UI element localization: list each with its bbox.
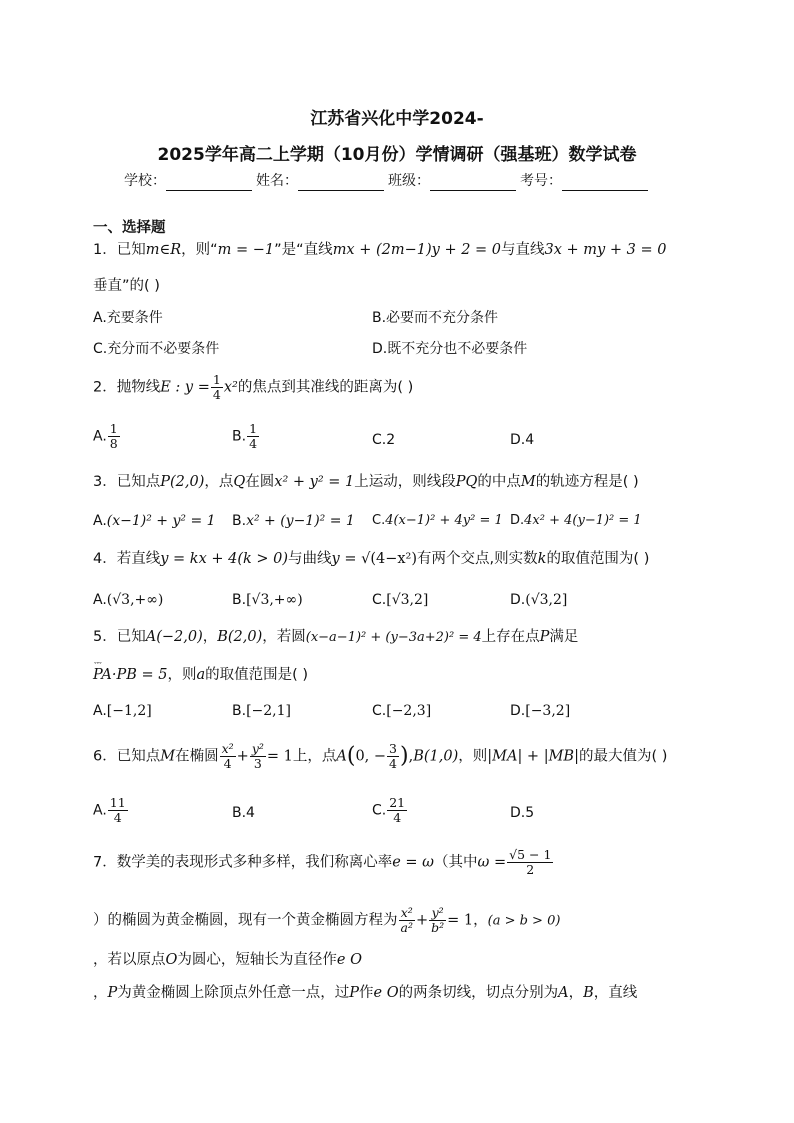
q-text: 的中点 xyxy=(477,474,521,490)
q-text: ， xyxy=(473,912,488,929)
question-6 xyxy=(93,742,667,771)
numerator: y² xyxy=(251,741,264,756)
denominator: 4 xyxy=(249,436,258,451)
numerator: y² xyxy=(429,906,446,921)
q-text: ，则 xyxy=(167,667,197,683)
numerator: 1 xyxy=(109,421,118,436)
fraction xyxy=(507,848,553,877)
field-school-blank[interactable] xyxy=(166,176,252,191)
field-id-blank[interactable] xyxy=(562,176,648,191)
q-text: 已知 xyxy=(116,629,146,645)
comma: , xyxy=(408,748,414,765)
fraction xyxy=(387,796,407,825)
q-text: 作 xyxy=(359,985,374,1001)
q4-option-c[interactable] xyxy=(372,590,428,610)
q-text: 的取值范围为( ) xyxy=(546,551,650,567)
option-label: B. xyxy=(232,703,247,719)
option-label: D. xyxy=(510,592,526,608)
math-expr: y = xyxy=(331,551,362,567)
math-expr: = 1 xyxy=(266,748,293,765)
math-expr: [√3,+∞) xyxy=(246,592,303,608)
q-text: 与直线 xyxy=(501,242,545,258)
exam-title-line1: 江苏省兴化中学2024- xyxy=(310,109,484,129)
numerator: 3 xyxy=(389,741,397,756)
q6-option-b[interactable]: B.4 xyxy=(232,805,255,821)
question-number: 1． xyxy=(93,242,117,258)
math-expr: 4(x−1)² + 4y² = 1 xyxy=(385,513,503,528)
math-expr: 0, − xyxy=(355,748,387,765)
numerator: 21 xyxy=(389,795,406,810)
q5-option-c[interactable] xyxy=(372,701,431,721)
q5-option-b[interactable] xyxy=(232,701,291,721)
math-expr: M xyxy=(160,748,176,765)
math-expr: x² + (y−1)² = 1 xyxy=(246,513,355,529)
question-1-line2: 垂直”的( ) xyxy=(93,278,160,294)
denominator: 3 xyxy=(253,756,262,771)
q-text: 的焦点到其准线的距离为( ) xyxy=(237,379,414,396)
math-expr: (√3,+∞) xyxy=(106,592,164,608)
denominator: 2 xyxy=(526,862,535,877)
info-fields xyxy=(124,171,652,191)
option-label: C. xyxy=(372,592,387,608)
question-number: 7． xyxy=(93,854,117,871)
denominator: 4 xyxy=(113,810,122,825)
denominator: 4 xyxy=(393,810,402,825)
math-expr: Q xyxy=(233,474,246,490)
option-label: A. xyxy=(93,703,107,719)
option-label: B. xyxy=(232,513,247,529)
math-expr: x² xyxy=(223,379,238,396)
q-text: 的最大值为( ) xyxy=(578,748,668,765)
math-expr: M xyxy=(520,474,536,490)
q-text: ，则“ xyxy=(181,242,218,258)
math-expr: (x−1)² + y² = 1 xyxy=(106,513,216,529)
q-text: 抛物线 xyxy=(116,379,161,396)
math-expr: P(2,0) xyxy=(160,474,205,490)
q2-option-b[interactable] xyxy=(232,422,260,451)
math-expr: O xyxy=(165,952,178,968)
math-expr: P xyxy=(539,629,550,645)
option-label: A. xyxy=(93,592,107,608)
numerator: 11 xyxy=(109,795,126,810)
denominator: 4 xyxy=(223,756,232,771)
fraction xyxy=(247,422,259,451)
field-name-blank[interactable] xyxy=(298,176,384,191)
math-expr: A xyxy=(336,748,347,765)
math-expr: [−2,1] xyxy=(246,703,291,719)
question-number: 6． xyxy=(93,748,117,765)
question-7 xyxy=(93,848,554,877)
q-text: 有两个交点,则实数 xyxy=(417,551,538,567)
q-text: 若直线 xyxy=(116,551,161,567)
field-class-label: 班级： xyxy=(388,173,430,189)
q-text: 在圆 xyxy=(245,474,275,490)
fraction xyxy=(108,796,128,825)
q-text: ， xyxy=(568,985,584,1001)
q-text: 在椭圆 xyxy=(175,748,219,765)
math-expr: E : y = xyxy=(160,379,210,396)
math-expr: 4x² + 4(y−1)² = 1 xyxy=(524,513,642,528)
question-5-line2 xyxy=(93,665,308,685)
math-expr: B xyxy=(583,985,594,1001)
q1-option-b[interactable]: B.必要而不充分条件 xyxy=(372,310,499,326)
option-label: A. xyxy=(93,802,107,819)
math-expr: ω = xyxy=(477,854,507,871)
q4-option-d[interactable] xyxy=(510,590,567,610)
q6-option-d[interactable]: D.5 xyxy=(510,805,535,821)
question-4 xyxy=(93,549,649,569)
math-expr: (a > b > 0) xyxy=(487,913,561,929)
sqrt-expr: √(4−x²) xyxy=(361,551,418,567)
math-expr: [−2,3] xyxy=(386,703,432,719)
question-5 xyxy=(93,627,578,648)
question-1 xyxy=(93,240,666,260)
option-label: B. xyxy=(232,428,247,445)
q-text: 已知点 xyxy=(116,748,161,765)
math-expr: k xyxy=(537,551,547,567)
numerator: √5 − 1 xyxy=(509,847,552,862)
q3-option-a[interactable] xyxy=(93,511,216,531)
option-label: D. xyxy=(510,703,526,719)
math-expr: (√3,2] xyxy=(525,592,568,608)
q-text: 满足 xyxy=(549,629,579,645)
q1-option-c[interactable]: C.充分而不必要条件 xyxy=(93,341,220,357)
paren-open: ( xyxy=(346,743,356,769)
q-text: ）的椭圆为黄金椭圆，现有一个黄金椭圆方程为 xyxy=(93,912,398,929)
math-expr: A xyxy=(558,985,569,1001)
field-class-blank[interactable] xyxy=(430,176,516,191)
q2-option-a[interactable] xyxy=(93,422,121,451)
q6-option-c[interactable] xyxy=(372,796,408,825)
q-text: ，点 xyxy=(204,474,234,490)
q4-option-b[interactable] xyxy=(232,590,303,610)
fraction xyxy=(108,422,120,451)
q5-option-a[interactable] xyxy=(93,701,152,721)
paren-close: ) xyxy=(400,743,409,769)
q4-option-a[interactable] xyxy=(93,590,163,610)
field-id-label: 考号： xyxy=(520,173,562,189)
option-label: C. xyxy=(372,802,387,819)
q3-option-c[interactable] xyxy=(372,511,503,531)
denominator: 4 xyxy=(389,756,397,771)
exam-title-line2: 2025学年高二上学期（10月份）学情调研（强基班）数学试卷 xyxy=(157,145,637,165)
question-number: 2． xyxy=(93,379,117,396)
option-label: C. xyxy=(372,703,387,719)
math-expr: [−3,2] xyxy=(525,703,571,719)
math-expr: [−1,2] xyxy=(106,703,152,719)
math-expr: e = ω xyxy=(392,854,435,871)
math-op: + xyxy=(415,912,429,929)
math-expr: (x−a−1)² + (y−3a+2)² = 4 xyxy=(305,630,482,645)
math-expr: e O xyxy=(373,985,399,1001)
q-text: 与曲线 xyxy=(288,551,332,567)
question-number: 3． xyxy=(93,474,117,490)
q6-option-a[interactable] xyxy=(93,796,129,825)
fraction xyxy=(399,906,415,935)
math-expr: P xyxy=(107,985,118,1001)
fraction xyxy=(250,742,266,771)
q5-option-d[interactable] xyxy=(510,701,570,721)
q2-option-c[interactable]: C.2 xyxy=(372,432,396,448)
math-expr: A(−2,0) xyxy=(145,629,203,645)
question-7-line2 xyxy=(93,906,560,935)
option-label: B. xyxy=(232,592,247,608)
fraction xyxy=(387,742,399,771)
option-label: D. xyxy=(510,513,525,528)
math-expr: x² + y² = 1 xyxy=(274,474,355,490)
math-expr: P xyxy=(349,985,360,1001)
math-op: + xyxy=(236,748,249,765)
question-7-line4 xyxy=(93,983,637,1003)
q-text: 的轨迹方程是( ) xyxy=(535,474,639,490)
q-text: ， xyxy=(93,985,108,1001)
numerator: 1 xyxy=(249,421,258,436)
q-text: ，若圆 xyxy=(262,629,306,645)
math-expr: [√3,2] xyxy=(386,592,429,608)
q-text: ，若以原点 xyxy=(93,952,166,968)
q-text: 的取值范围是( ) xyxy=(205,667,309,683)
math-expr: y = kx + 4(k > 0) xyxy=(160,551,289,567)
numerator: x² xyxy=(399,906,415,921)
math-expr: = 1 xyxy=(447,912,474,929)
question-7-line3 xyxy=(93,950,362,970)
fraction xyxy=(211,373,223,402)
q-text: 数学美的表现形式多种多样，我们称离心率 xyxy=(116,854,393,871)
q-text: 上，点 xyxy=(292,748,337,765)
math-expr: mx + (2m−1)y + 2 = 0 xyxy=(332,242,502,258)
denominator: b² xyxy=(431,920,445,935)
question-3 xyxy=(93,472,639,492)
q-text: ”是“直线 xyxy=(274,242,333,258)
math-expr: a xyxy=(196,667,206,683)
q1-option-d[interactable]: D.既不充分也不必要条件 xyxy=(372,341,528,357)
q-text: 为圆心，短轴长为直径作 xyxy=(177,952,337,968)
field-name-label: 姓名： xyxy=(256,173,298,189)
vector-dot-product: ˇˇˇ PA·PB = 5 xyxy=(93,665,168,685)
question-2 xyxy=(93,373,413,402)
q3-option-d[interactable] xyxy=(510,511,642,531)
q2-option-d[interactable]: D.4 xyxy=(510,432,535,448)
denominator: 4 xyxy=(212,387,221,402)
option-label: A. xyxy=(93,428,107,445)
q-text: ， xyxy=(202,629,218,645)
math-expr: B(2,0) xyxy=(217,629,263,645)
q-text: ，则 xyxy=(458,748,488,765)
q-text: （其中 xyxy=(434,854,478,871)
math-expr: |MA| + |MB| xyxy=(487,748,579,765)
q-text: 上运动，则线段 xyxy=(354,474,456,490)
q-text: 为黄金椭圆上除顶点外任意一点，过 xyxy=(117,985,350,1001)
numerator: x² xyxy=(221,741,234,756)
denominator: a² xyxy=(400,920,413,935)
fraction xyxy=(429,906,446,935)
q-text: ，直线 xyxy=(593,985,638,1001)
math-expr: e O xyxy=(336,952,362,968)
math-expr: m = −1 xyxy=(217,242,275,258)
math-expr: B(1,0) xyxy=(413,748,459,765)
fraction xyxy=(220,742,236,771)
q-text: 的两条切线，切点分别为 xyxy=(398,985,559,1001)
q1-option-a[interactable]: A.充要条件 xyxy=(93,310,163,326)
q-text: 已知点 xyxy=(116,474,161,490)
numerator: 1 xyxy=(212,372,221,387)
math-expr: m∈R xyxy=(145,242,182,258)
field-school-label: 学校： xyxy=(124,173,166,189)
option-label: C. xyxy=(372,513,386,528)
denominator: 8 xyxy=(109,436,118,451)
q3-option-b[interactable] xyxy=(232,511,355,531)
question-number: 4． xyxy=(93,551,117,567)
math-expr: 3x + my + 3 = 0 xyxy=(544,242,667,258)
q-text: 上存在点 xyxy=(481,629,540,645)
section-heading: 一、选择题 xyxy=(93,220,166,236)
q-text: 已知 xyxy=(116,242,146,258)
math-expr: PQ xyxy=(455,474,478,490)
question-number: 5． xyxy=(93,629,117,645)
option-label: A. xyxy=(93,513,107,529)
